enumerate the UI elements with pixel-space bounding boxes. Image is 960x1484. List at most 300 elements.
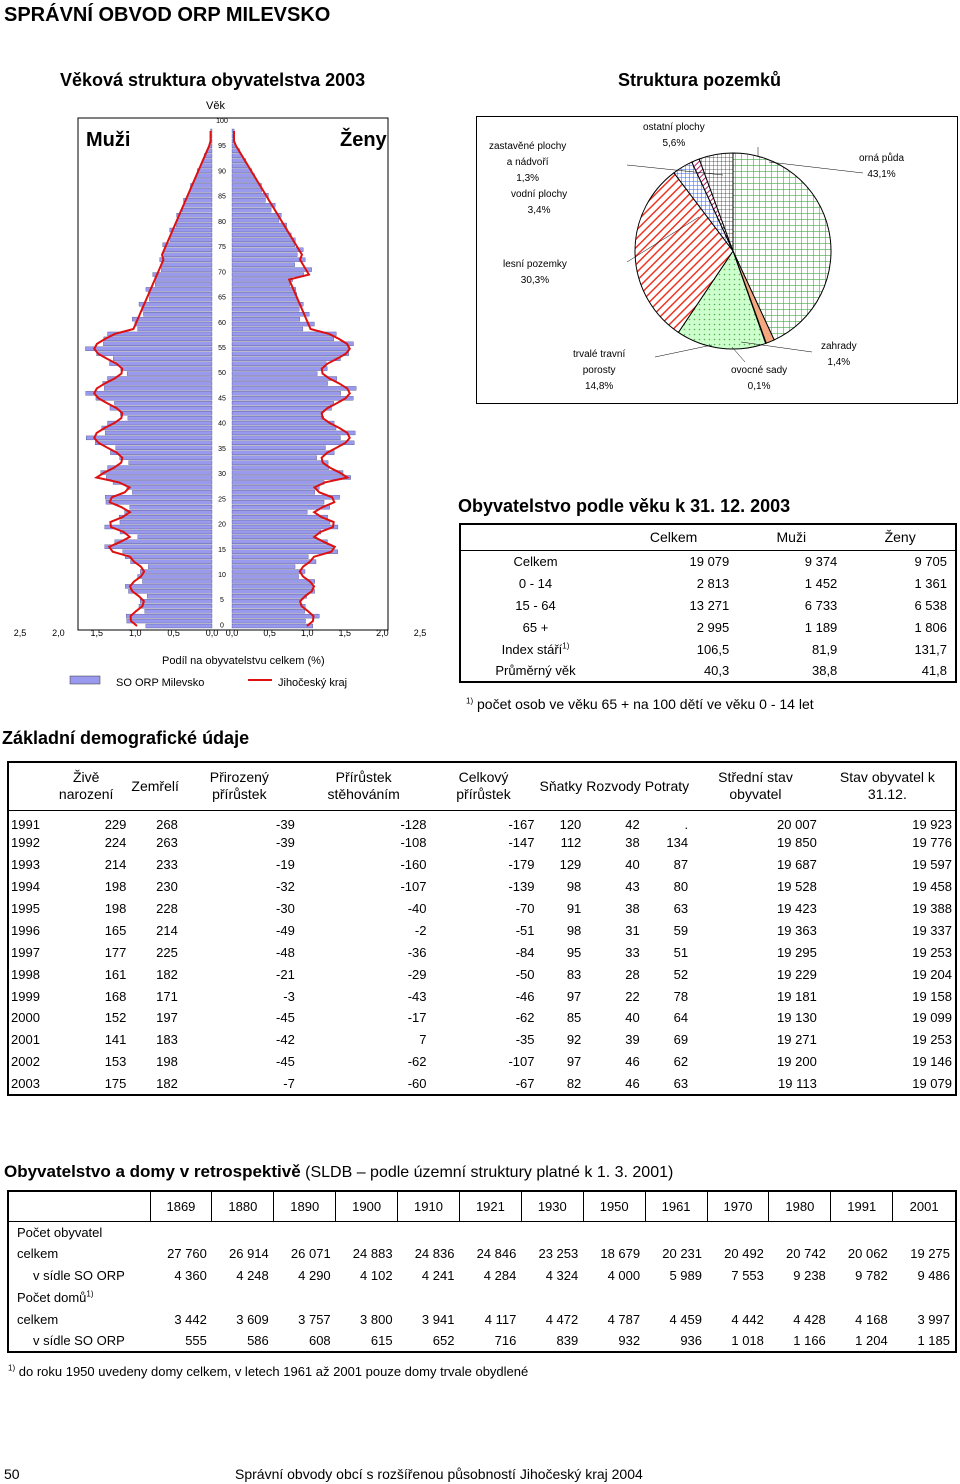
pyramid-bar-male bbox=[120, 456, 212, 460]
demo-cell: 42 bbox=[625, 816, 640, 832]
demo-cell: -62 bbox=[515, 1010, 535, 1026]
pyramid-bar-female bbox=[232, 327, 303, 331]
demo-cell: 40 bbox=[625, 1010, 640, 1026]
retro-row-label: v sídle SO ORP bbox=[33, 1332, 125, 1348]
retro-year: 1930 bbox=[521, 1191, 583, 1221]
demography-title: Základní demografické údaje bbox=[2, 728, 250, 748]
pyramid-bar-female bbox=[232, 525, 338, 529]
retro-row-label: v sídle SO ORP bbox=[33, 1267, 125, 1283]
pyramid-bar-female bbox=[232, 520, 330, 524]
demo-cell: 46 bbox=[625, 1054, 640, 1070]
pyramid-bar-male bbox=[105, 495, 212, 499]
retro-table bbox=[7, 1190, 957, 1353]
pyramid-bar-female bbox=[232, 297, 298, 301]
pyramid-bar-female bbox=[232, 317, 300, 321]
female-label: Ženy bbox=[340, 129, 387, 151]
retro-cell: 3 800 bbox=[360, 1311, 393, 1327]
demo-cell: 1993 bbox=[11, 857, 40, 873]
pyramid-bar-female bbox=[232, 307, 299, 311]
age-tick: 10 bbox=[218, 571, 226, 579]
pyramid-bar-female bbox=[232, 238, 295, 242]
demo-cell: 229 bbox=[104, 816, 127, 832]
demo-row bbox=[8, 854, 956, 876]
pyramid-bar-male bbox=[105, 525, 212, 529]
demo-cell: 2002 bbox=[11, 1054, 40, 1070]
retro-cell: 3 442 bbox=[174, 1311, 207, 1327]
pyramid-bar-female bbox=[232, 535, 316, 539]
demo-cell: 19 158 bbox=[912, 988, 952, 1004]
pyramid-bar-female bbox=[232, 446, 325, 450]
pyramid-bar-female bbox=[232, 258, 305, 262]
x-tick: 0,5 bbox=[263, 628, 276, 638]
pyramid-bar-female bbox=[232, 278, 293, 282]
pyramid-bar-female bbox=[232, 213, 281, 217]
legend-orp-label: SO ORP Milevsko bbox=[116, 677, 205, 689]
age-tick: 100 bbox=[216, 118, 228, 125]
demo-cell: 85 bbox=[566, 1010, 582, 1026]
demo-cell: -167 bbox=[508, 816, 535, 832]
retro-cell: 3 609 bbox=[236, 1311, 269, 1327]
age-tick: 55 bbox=[218, 344, 226, 352]
pyramid-bar-female bbox=[232, 515, 328, 519]
pyramid-bar-male bbox=[127, 485, 212, 489]
pyramid-bar-female bbox=[232, 431, 355, 435]
pyramid-bar-male bbox=[164, 248, 212, 252]
pyramid-bar-female bbox=[232, 312, 309, 316]
pyramid-bar-female bbox=[232, 565, 295, 569]
demo-cell: 19 113 bbox=[778, 1075, 817, 1091]
demo-cell: -30 bbox=[276, 901, 295, 916]
pyramid-bar-male bbox=[160, 258, 212, 262]
pyramid-bar-female bbox=[232, 436, 340, 440]
x-tick: 1,5 bbox=[90, 628, 104, 638]
retro-year: 1980 bbox=[769, 1191, 831, 1221]
retro-row-label: celkem bbox=[17, 1246, 59, 1262]
age-tick: 35 bbox=[218, 445, 226, 453]
pyramid-bar-female bbox=[232, 322, 314, 326]
pyramid-bar-male bbox=[177, 213, 212, 217]
age-tick: 60 bbox=[218, 319, 226, 327]
demo-cell: 19 776 bbox=[912, 835, 952, 851]
age-cell-zeny: 6 538 bbox=[914, 597, 947, 613]
demo-cell: 19 146 bbox=[912, 1054, 952, 1070]
demo-cell: -21 bbox=[276, 966, 295, 982]
retro-year: 1900 bbox=[336, 1191, 398, 1221]
pyramid-bar-female bbox=[232, 560, 316, 564]
demo-cell: 91 bbox=[566, 901, 582, 916]
demo-header: Přirozený přírůstek bbox=[181, 762, 298, 810]
retro-section-row bbox=[8, 1286, 956, 1308]
pyramid-bar-female bbox=[232, 347, 349, 351]
pyramid-bar-female bbox=[232, 456, 317, 460]
pyramid-bar-female bbox=[232, 609, 305, 613]
pyramid-bar-male bbox=[140, 599, 212, 603]
pyramid-bar-male bbox=[120, 520, 212, 524]
retro-cell: 23 253 bbox=[538, 1246, 579, 1262]
age-cell-muzi: 38,8 bbox=[811, 663, 838, 678]
demo-cell: 97 bbox=[566, 1054, 582, 1070]
demo-cell: -46 bbox=[515, 988, 535, 1004]
pyramid-bar-male bbox=[155, 282, 212, 286]
demo-cell: 64 bbox=[673, 1010, 689, 1026]
pyramid-bar-male bbox=[139, 604, 212, 608]
demo-row bbox=[8, 810, 956, 832]
retro-year: 1869 bbox=[150, 1191, 212, 1221]
pyramid-bar-male bbox=[103, 342, 212, 346]
land-pie-chart bbox=[476, 116, 958, 404]
pyramid-bar-female bbox=[232, 555, 308, 559]
demo-cell: 214 bbox=[104, 857, 127, 873]
pyramid-bar-female bbox=[232, 451, 334, 455]
demo-cell: 2001 bbox=[11, 1032, 40, 1048]
retro-note: $^{1)}$ do roku 1950 uvedeny domy celkem, v letech 1961 až 2001 pouze domy trvale obydlené bbox=[8, 1363, 529, 1379]
age-tick: 25 bbox=[218, 496, 226, 504]
x-tick: 0,0 bbox=[205, 628, 219, 638]
demo-row bbox=[8, 919, 956, 941]
retro-cell: 4 168 bbox=[855, 1311, 888, 1327]
demo-cell: -39 bbox=[276, 816, 295, 832]
retro-cell: 9 238 bbox=[793, 1267, 826, 1283]
pyramid-bar-male bbox=[147, 594, 212, 598]
retro-row-label: celkem bbox=[17, 1311, 59, 1327]
pyramid-bar-female bbox=[232, 505, 330, 509]
pyramid-bar-female bbox=[232, 401, 334, 405]
pyramid-bar-female bbox=[232, 243, 295, 247]
pyramid-bar-male bbox=[171, 233, 212, 237]
pyramid-bar-male bbox=[86, 391, 212, 395]
age-cell-muzi: 9 374 bbox=[804, 553, 838, 569]
pyramid-bar-female bbox=[232, 584, 313, 588]
pyramid-bar-male bbox=[110, 362, 212, 366]
demo-cell: 1992 bbox=[11, 835, 40, 851]
demo-cell: 20 007 bbox=[777, 816, 817, 832]
age-header-muzi: Muži bbox=[737, 524, 845, 550]
demo-cell: -32 bbox=[276, 879, 295, 895]
age-tick: 20 bbox=[218, 521, 226, 529]
retro-cell: 3 757 bbox=[298, 1311, 331, 1327]
retro-year: 1890 bbox=[274, 1191, 336, 1221]
demo-cell: 268 bbox=[156, 816, 178, 832]
demo-cell: 1995 bbox=[11, 901, 40, 916]
demo-cell: 62 bbox=[673, 1054, 689, 1070]
age-table-note: $^{1)}$ počet osob ve věku 65 + na 100 dětí ve věku 0 - 14 let bbox=[466, 696, 814, 712]
demo-cell: 141 bbox=[104, 1032, 127, 1048]
demo-cell: 43 bbox=[625, 879, 640, 895]
demo-cell: 263 bbox=[156, 835, 178, 851]
demo-row bbox=[8, 963, 956, 985]
age-cell-muzi: 1 189 bbox=[804, 619, 838, 635]
demo-cell: -17 bbox=[407, 1010, 427, 1026]
age-cell-celkem: 2 995 bbox=[696, 619, 730, 635]
pyramid-bar-female bbox=[232, 188, 262, 192]
demo-cell: 28 bbox=[625, 966, 640, 982]
pyramid-bar-female bbox=[232, 223, 287, 227]
retro-cell: 24 846 bbox=[476, 1246, 517, 1262]
pyramid-bar-female bbox=[232, 203, 275, 207]
pyramid-bar-female bbox=[232, 337, 334, 341]
age-cell-celkem: 19 079 bbox=[689, 553, 730, 569]
demo-cell: -128 bbox=[400, 816, 427, 832]
pyramid-bar-male bbox=[146, 287, 212, 291]
demo-cell: 165 bbox=[104, 922, 127, 938]
pyramid-bar-female bbox=[232, 183, 262, 187]
pyramid-x-axis-title: Podíl na obyvatelstvu celkem (%) bbox=[162, 655, 325, 667]
retro-cell: 5 989 bbox=[669, 1267, 703, 1283]
pyramid-bar-male bbox=[155, 278, 212, 282]
demo-cell: 2000 bbox=[11, 1010, 40, 1026]
pyramid-bar-male bbox=[184, 198, 212, 202]
pyramid-bar-female bbox=[232, 228, 287, 232]
retro-cell: 4 117 bbox=[484, 1311, 517, 1327]
demo-header: Rozvody bbox=[584, 762, 642, 810]
retro-cell: 839 bbox=[556, 1332, 579, 1348]
demo-cell: 98 bbox=[566, 879, 582, 895]
pie-label-sady: ovocné sady 0,1% bbox=[731, 365, 788, 392]
pyramid-bar-female bbox=[232, 619, 305, 623]
pyramid-bar-female bbox=[232, 589, 315, 593]
pyramid-bar-male bbox=[140, 570, 212, 574]
pyramid-bar-male bbox=[184, 203, 212, 207]
age-cell-celkem: 106,5 bbox=[696, 641, 730, 657]
demo-cell: 19 687 bbox=[777, 857, 817, 873]
pyramid-bar-female bbox=[232, 500, 324, 504]
demo-cell: -29 bbox=[407, 966, 427, 982]
pyramid-bar-female bbox=[232, 510, 307, 514]
demo-cell: 19 388 bbox=[912, 901, 952, 916]
pyramid-bar-male bbox=[177, 218, 212, 222]
retro-cell: 9 486 bbox=[917, 1267, 950, 1283]
pyramid-bar-male bbox=[85, 347, 212, 351]
demo-cell: 19 079 bbox=[912, 1075, 952, 1091]
age-table-title: Obyvatelstvo podle věku k 31. 12. 2003 bbox=[458, 496, 791, 516]
region-title: SPRÁVNÍ OBVOD ORP MILEVSKO bbox=[4, 4, 331, 26]
age-axis-title: Věk bbox=[206, 100, 225, 112]
pyramid-bar-female bbox=[232, 268, 312, 272]
pyramid-bar-female bbox=[232, 594, 307, 598]
pyramid-bar-male bbox=[110, 451, 212, 455]
pyramid-bar-male bbox=[139, 302, 212, 306]
pyramid-bar-male bbox=[195, 179, 212, 183]
age-cell-celkem: 13 271 bbox=[689, 597, 730, 613]
pyramid-bar-male bbox=[143, 312, 212, 316]
age-cell-zeny: 1 361 bbox=[914, 575, 947, 591]
demo-row bbox=[8, 1029, 956, 1051]
demo-cell: 46 bbox=[625, 1075, 640, 1091]
retro-cell: 932 bbox=[618, 1332, 641, 1348]
demo-cell: 7 bbox=[419, 1032, 427, 1048]
demo-cell: 19 229 bbox=[777, 966, 817, 982]
pyramid-bar-male bbox=[106, 476, 212, 480]
pyramid-bar-female bbox=[232, 495, 340, 499]
demo-cell: 19 528 bbox=[777, 879, 817, 895]
demo-row bbox=[8, 941, 956, 963]
retro-header-blank bbox=[8, 1191, 150, 1221]
demo-header: Zemřelí bbox=[129, 762, 180, 810]
retro-cell: 1 204 bbox=[855, 1332, 888, 1348]
demo-cell: -3 bbox=[283, 988, 295, 1004]
pyramid-bar-female bbox=[232, 461, 328, 465]
pyramid-bar-female bbox=[232, 218, 279, 222]
demo-cell: 38 bbox=[625, 901, 640, 916]
retro-cell: 27 760 bbox=[167, 1246, 207, 1262]
demo-cell: 152 bbox=[104, 1010, 127, 1026]
demo-row bbox=[8, 832, 956, 854]
age-tick: 50 bbox=[218, 370, 226, 378]
retro-cell: 4 324 bbox=[545, 1267, 579, 1283]
retro-cell: 1 166 bbox=[793, 1332, 826, 1348]
demo-cell: -147 bbox=[508, 835, 535, 851]
pyramid-bar-female bbox=[232, 485, 319, 489]
demo-cell: 98 bbox=[566, 922, 582, 938]
demo-cell: -139 bbox=[508, 879, 535, 895]
pyramid-bar-female bbox=[232, 352, 349, 356]
age-tick: 70 bbox=[218, 269, 226, 277]
demo-cell: -45 bbox=[276, 1054, 295, 1070]
retro-cell: 20 231 bbox=[662, 1246, 703, 1262]
pyramid-bar-male bbox=[125, 584, 212, 588]
pyramid-bar-female bbox=[232, 604, 305, 608]
demo-cell: 22 bbox=[625, 988, 640, 1004]
demo-row bbox=[8, 1073, 956, 1095]
pyramid-bar-male bbox=[164, 253, 212, 257]
demo-cell: -49 bbox=[276, 922, 295, 938]
demo-cell: 198 bbox=[104, 901, 127, 916]
age-cell-muzi: 81,9 bbox=[811, 641, 838, 657]
pyramid-bar-female bbox=[232, 198, 265, 202]
demo-cell: 19 271 bbox=[777, 1032, 817, 1048]
retro-cell: 4 360 bbox=[174, 1267, 207, 1283]
retro-row bbox=[8, 1265, 956, 1287]
pyramid-bar-male bbox=[145, 609, 212, 613]
age-tick: 85 bbox=[218, 193, 226, 201]
pyramid-bar-male bbox=[148, 565, 212, 569]
demo-cell: -36 bbox=[407, 944, 427, 960]
pyramid-bar-female bbox=[232, 282, 290, 286]
demo-cell: -108 bbox=[400, 835, 427, 851]
retro-cell: 20 742 bbox=[786, 1246, 826, 1262]
retro-cell: 4 472 bbox=[545, 1311, 579, 1327]
demo-cell: 182 bbox=[156, 1075, 178, 1091]
age-table bbox=[459, 523, 957, 683]
pyramid-bar-male bbox=[86, 436, 212, 440]
retro-year: 1991 bbox=[831, 1191, 893, 1221]
demo-cell: -70 bbox=[515, 901, 535, 916]
pyramid-bar-female bbox=[232, 391, 341, 395]
age-row bbox=[460, 594, 956, 616]
pyramid-bar-male bbox=[130, 505, 212, 509]
demo-cell: 1996 bbox=[11, 922, 40, 938]
pyramid-bar-female bbox=[232, 396, 353, 400]
demo-cell: -179 bbox=[508, 857, 535, 873]
pyramid-bar-male bbox=[101, 471, 212, 475]
pyramid-bar-female bbox=[232, 426, 336, 430]
x-tick: 2,0 bbox=[376, 628, 389, 638]
pie-label-zastavene: zastavěné plochy a nádvoří 1,3% bbox=[489, 141, 567, 184]
pyramid-bar-female bbox=[232, 575, 299, 579]
pyramid-bar-female bbox=[232, 530, 321, 534]
pyramid-bar-male bbox=[125, 555, 212, 559]
leader-ttp bbox=[655, 345, 712, 357]
pyramid-bar-male bbox=[127, 619, 212, 623]
x-tick: 1,0 bbox=[128, 628, 142, 638]
retro-year: 1921 bbox=[459, 1191, 521, 1221]
retro-cell: 9 782 bbox=[855, 1267, 888, 1283]
x-tick: 2,5 bbox=[413, 628, 427, 638]
age-tick: 5 bbox=[220, 597, 224, 605]
pyramid-bar-male bbox=[138, 327, 212, 331]
pyramid-bar-male bbox=[103, 381, 212, 385]
age-cell-zeny: 9 705 bbox=[914, 553, 947, 569]
demo-cell: 233 bbox=[156, 857, 178, 873]
pyramid-bar-female bbox=[232, 466, 329, 470]
retro-cell: 4 442 bbox=[731, 1311, 764, 1327]
demo-cell: 1998 bbox=[11, 966, 40, 982]
demo-cell: 63 bbox=[673, 1075, 689, 1091]
x-tick: 2,5 bbox=[13, 628, 27, 638]
demo-cell: 40 bbox=[625, 857, 640, 873]
land-chart-title: Struktura pozemků bbox=[618, 70, 782, 90]
x-tick: 0,5 bbox=[167, 628, 180, 638]
retro-cell: 26 914 bbox=[229, 1246, 269, 1262]
pyramid-bar-male bbox=[113, 480, 212, 484]
demo-cell: -62 bbox=[407, 1054, 427, 1070]
retro-cell: 4 787 bbox=[607, 1311, 641, 1327]
demo-cell: -45 bbox=[276, 1010, 295, 1026]
demo-cell: 19 597 bbox=[912, 857, 952, 873]
pyramid-bar-female bbox=[232, 273, 304, 277]
pyramid-bar-male bbox=[163, 243, 212, 247]
retro-cell: 3 997 bbox=[917, 1311, 950, 1327]
pyramid-bar-male bbox=[123, 550, 212, 554]
retro-cell: 19 275 bbox=[910, 1246, 950, 1262]
pyramid-title: Věková struktura obyvatelstva 2003 bbox=[60, 70, 366, 90]
pyramid-bar-male bbox=[126, 614, 212, 618]
male-label: Muži bbox=[86, 129, 131, 151]
pyramid-bar-male bbox=[121, 367, 212, 371]
demo-cell: 19 337 bbox=[912, 922, 952, 938]
age-tick: 0 bbox=[220, 622, 224, 630]
demo-row bbox=[8, 985, 956, 1007]
demo-cell: 120 bbox=[559, 816, 582, 832]
pyramid-bar-male bbox=[106, 500, 212, 504]
retro-cell: 716 bbox=[494, 1332, 517, 1348]
demo-cell: 19 130 bbox=[777, 1010, 817, 1026]
pyramid-bar-male bbox=[161, 263, 212, 267]
demo-cell: 177 bbox=[104, 944, 127, 960]
pyramid-bar-female bbox=[232, 164, 248, 168]
retro-cell: 652 bbox=[432, 1332, 455, 1348]
retro-cell: 586 bbox=[247, 1332, 269, 1348]
pyramid-bar-female bbox=[232, 357, 340, 361]
age-cell-zeny: 1 806 bbox=[914, 619, 947, 635]
demo-cell: 214 bbox=[156, 922, 178, 938]
pyramid-bar-male bbox=[201, 164, 212, 168]
demo-cell: 225 bbox=[156, 944, 178, 960]
retro-cell: 4 248 bbox=[236, 1267, 269, 1283]
retro-cell: 4 102 bbox=[360, 1267, 393, 1283]
age-row bbox=[460, 616, 956, 638]
demo-cell: -60 bbox=[407, 1075, 427, 1091]
pyramid-bar-female bbox=[232, 386, 356, 390]
pyramid-bar-male bbox=[110, 406, 212, 410]
pie-label-vodni: vodní plochy 3,4% bbox=[511, 189, 568, 216]
retro-row bbox=[8, 1330, 956, 1352]
pie-label-ttp: trvalé travní porosty 14,8% bbox=[573, 349, 626, 392]
demo-cell: -107 bbox=[508, 1054, 535, 1070]
demo-cell: 197 bbox=[156, 1010, 178, 1026]
pyramid-bar-male bbox=[188, 193, 212, 197]
demo-cell: 82 bbox=[566, 1075, 582, 1091]
